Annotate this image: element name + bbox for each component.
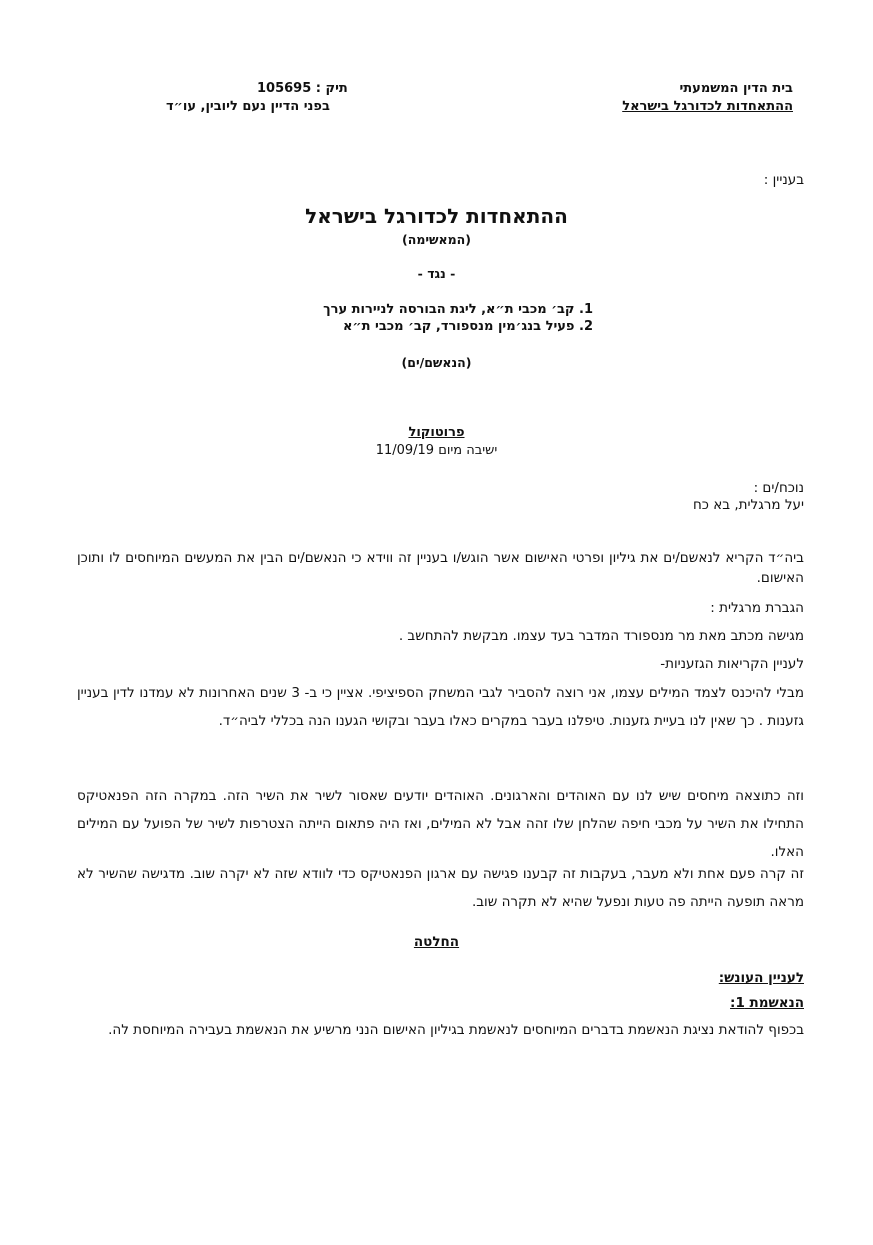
- court-name: בית הדין המשמעתי: [679, 81, 793, 96]
- punishment-heading: לעניין העונש:: [718, 970, 804, 986]
- statement-paragraph: זה קרה פעם אחת ולא מעבר, בעקבות זה קבענו פגישה עם ארגון הפנאטיקס כדי לוודא שזה לא יקרה שוב. מדגישה שהשיר לא מראה תופעה הייתה פה טעות ונפעל שהיא לא תקרה שוב.: [77, 866, 804, 910]
- reading-paragraph: ביה״ד הקריא לנאשם/ים את גיליון ופרטי האישום אשר הוגש/ו בעניין זה ווידא כי הנאשם/ים הבין את המעשים המיוחסים לו ותוכן האישום.: [77, 550, 804, 586]
- statement-paragraph: וזה כתוצאה מיחסים שיש לנו עם האוהדים והארגונים. האוהדים יודעים שאסור לשיר את השיר הזה. במקרה הזה הפנאטיקס התחילו את השיר על מכבי חיפה שהלחן שלו זהה אבל לא המילים, ואז היה פתאום הייתה הצטרפות לשיר של הפועל עם המילים האלו.: [77, 788, 804, 860]
- defendant-1-heading: הנאשמת 1:: [730, 995, 804, 1011]
- protocol-title: פרוטוקול: [408, 425, 465, 440]
- matter-label: בעניין :: [763, 172, 804, 188]
- present-names: יעל מרגלית, בא כח: [692, 497, 804, 513]
- association-name: ההתאחדות לכדורגל בישראל: [622, 99, 793, 114]
- statement-paragraph: מבלי להיכנס לצמד המילים עצמו, אני רוצה להסביר לגבי המשחק הספיציפי. אציין כי ב- 3 שנים האחרונות לא עמדנו לדין בעניין גזענות . כך שאין לנו בעיית גזענות. טיפלנו בעבר במקרים כאלו בעבר ובקושי הגענו הנה בכללי לביה״ד.: [77, 685, 804, 729]
- defendants-role: (הנאשם/ים): [401, 355, 472, 370]
- case-number: תיק : 105695: [257, 81, 348, 96]
- defendant-item: 2. פעיל בנג׳מין מנספורד, קב׳ מכבי ת״א: [342, 319, 593, 334]
- plaintiff-role: (המאשימה): [402, 232, 471, 247]
- judge-name: בפני הדיין נעם ליובין, עו״ד: [166, 99, 330, 114]
- letter-statement: מגישה מכתב מאת מר מנספורד המדבר בעד עצמו. מבקשת להתחשב .: [398, 628, 804, 644]
- present-label: נוכח/ים :: [753, 480, 804, 496]
- versus-label: - נגד -: [417, 266, 456, 281]
- defendant-item: 1. קב׳ מכבי ת״א, ליגת הבורסה לניירות ערך: [323, 302, 593, 317]
- speaker-label: הגברת מרגלית :: [710, 600, 804, 616]
- plaintiff-name: ההתאחדות לכדורגל בישראל: [305, 204, 568, 228]
- racist-calls-heading: לעניין הקריאות הגזעניות-: [660, 656, 804, 672]
- session-date: ישיבה מיום 11/09/19: [375, 443, 498, 458]
- decision-title: החלטה: [413, 934, 460, 950]
- decision-text: בכפוף להודאת נציגת הנאשמת בדברים המיוחסים לנאשמת בגיליון האישום הנני מרשיע את הנאשמת בעבירה המיוחסת לה.: [108, 1022, 804, 1038]
